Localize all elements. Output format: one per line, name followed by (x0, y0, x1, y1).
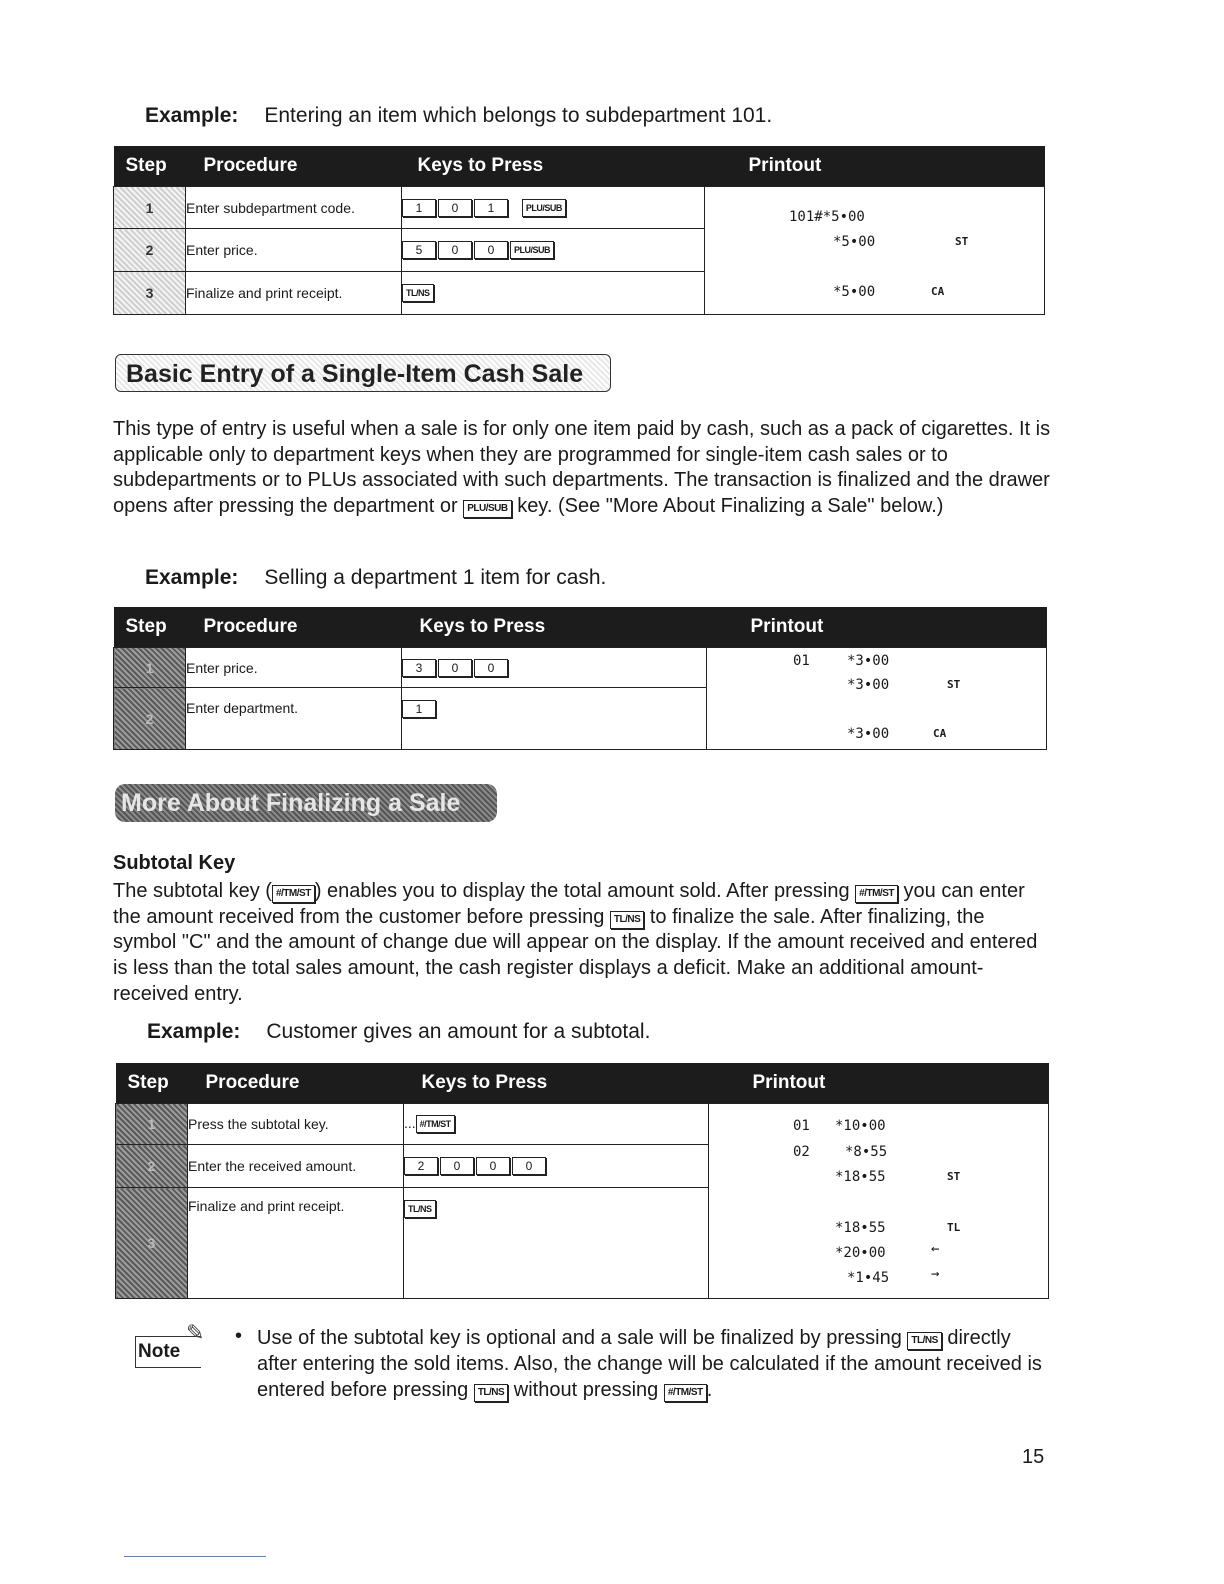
key-tl-ns: TL/NS (907, 1332, 941, 1350)
paragraph-text: to finalize the sale. After finalizing, the symbol "C" and the amount of change due will appear on the display. If the amount received and entered is less than the total sales amount, the cash register displays a deficit. Make an additional amount-received entry. (113, 905, 1038, 1005)
paragraph-text: you can enter the amount received from the customer before pressing (113, 880, 1025, 928)
paragraph-text: ) enables you to display the total amount sold. After pressing (314, 880, 850, 902)
steps-table-2 (113, 607, 1047, 750)
printout-symbol: ST (947, 678, 961, 691)
paragraph-text: This type of entry is useful when a sale is for only one item paid by cash, such as a pack of cigarettes. It is applicable only to department keys when they are programmed for single-item cash sales or to subdepartments or to PLUs associated with such departments. The transaction is finalized and the drawer opens after pressing the department or (113, 418, 1051, 518)
procedure-text: Enter price. (186, 648, 402, 688)
example-label: Example: (147, 1020, 241, 1043)
key-digit: 5 (402, 241, 436, 259)
keys-cell (402, 272, 705, 315)
header-printout: Printout (707, 607, 1047, 648)
key-plu-sub: PLU/SUB (510, 241, 554, 259)
step-number: 3 (116, 1188, 188, 1299)
header-keys: Keys to Press (402, 146, 705, 187)
printout-symbol: CA (931, 285, 945, 298)
page-number: 15 (1022, 1446, 1045, 1468)
paragraph-text: The subtotal key ( (113, 880, 272, 902)
printout-line: 02 (793, 1144, 810, 1160)
steps-table-1 (113, 146, 1045, 315)
key-digit: 0 (512, 1157, 546, 1175)
arrow-right-icon: → (931, 1266, 940, 1282)
procedure-text: Finalize and print receipt. (186, 272, 402, 315)
procedure-text: Enter the received amount. (188, 1145, 404, 1188)
section-title-single-item: Basic Entry of a Single-Item Cash Sale (115, 354, 611, 392)
printout-cell (709, 1104, 1049, 1299)
key-tl-ns: TL/NS (610, 911, 644, 929)
printout-line: *1•45 (847, 1270, 890, 1286)
printout-line: *5•00 (833, 234, 876, 250)
note-text (257, 1325, 1047, 1403)
procedure-text: Press the subtotal key. (188, 1104, 404, 1145)
header-keys: Keys to Press (404, 1063, 709, 1104)
key-subtotal: #/TM/ST (664, 1384, 707, 1402)
header-printout: Printout (705, 146, 1045, 187)
keys-cell (402, 688, 707, 750)
key-tl-ns: TL/NS (404, 1200, 436, 1218)
keys-cell (404, 1145, 709, 1188)
step-number: 2 (114, 229, 186, 272)
step-number: 3 (114, 272, 186, 315)
printout-line: 101#*5•00 (789, 209, 865, 225)
procedure-text: Enter department. (186, 688, 402, 750)
key-digit: 0 (438, 241, 472, 259)
printout-line: *10•00 (835, 1118, 886, 1134)
header-step: Step (114, 146, 186, 187)
arrow-left-icon: ← (931, 1241, 940, 1257)
header-step: Step (114, 607, 186, 648)
header-printout: Printout (709, 1063, 1049, 1104)
example-text: Customer gives an amount for a subtotal. (266, 1020, 651, 1043)
example-1 (145, 104, 772, 128)
key-digit: 2 (404, 1157, 438, 1175)
printout-line: *5•00 (833, 284, 876, 300)
step-number: 2 (116, 1145, 188, 1188)
keys-cell (404, 1188, 709, 1299)
pencil-icon: ✎ (186, 1320, 205, 1345)
header-procedure: Procedure (188, 1063, 404, 1104)
note-line: without pressing (513, 1379, 659, 1401)
keys-cell (404, 1104, 709, 1145)
printout-cell (705, 187, 1045, 315)
key-digit: 0 (474, 241, 508, 259)
key-tl-ns: TL/NS (402, 284, 434, 302)
keys-cell (402, 229, 705, 272)
keys-cell (402, 187, 705, 229)
note-line: Use of the subtotal key is optional and a sale will be finalized by pressing (257, 1327, 902, 1349)
key-digit: 1 (402, 700, 436, 718)
procedure-text: Enter subdepartment code. (186, 187, 402, 229)
key-tl-ns: TL/NS (474, 1384, 508, 1402)
printout-line: *18•55 (835, 1169, 886, 1185)
printout-line: *3•00 (847, 726, 890, 742)
key-digit: 3 (402, 659, 436, 677)
bullet-icon: • (235, 1325, 243, 1347)
example-text: Selling a department 1 item for cash. (264, 566, 607, 589)
printout-symbol: ST (947, 1170, 961, 1183)
key-subtotal: #/TM/ST (416, 1115, 455, 1133)
footer-rule (124, 1556, 266, 1557)
key-plu-sub: PLU/SUB (522, 199, 566, 217)
printout-line: 01 (793, 653, 810, 669)
key-digit: 0 (440, 1157, 474, 1175)
step-number: 1 (114, 648, 186, 688)
step-number: 1 (114, 187, 186, 229)
key-digit: 0 (476, 1157, 510, 1175)
key-digit: 0 (438, 659, 472, 677)
key-digit: 1 (474, 199, 508, 217)
subtotal-heading: Subtotal Key (113, 852, 236, 874)
example-text: Entering an item which belongs to subdepartment 101. (264, 104, 773, 127)
key-digit: 0 (438, 199, 472, 217)
key-prefix: ... (404, 1114, 416, 1131)
key-subtotal: #/TM/ST (855, 885, 898, 903)
printout-line: *20•00 (835, 1245, 886, 1261)
example-3 (147, 1020, 650, 1044)
section-1-paragraph (113, 417, 1073, 520)
procedure-text: Finalize and print receipt. (188, 1188, 404, 1299)
procedure-text: Enter price. (186, 229, 402, 272)
example-label: Example: (145, 104, 239, 127)
printout-cell (707, 648, 1047, 750)
steps-table-3 (115, 1063, 1049, 1299)
printout-line: 01 (793, 1118, 810, 1134)
paragraph-text: key. (See "More About Finalizing a Sale" below.) (517, 495, 944, 518)
printout-symbol: TL (947, 1221, 961, 1234)
example-label: Example: (145, 566, 239, 589)
printout-line: *3•00 (847, 677, 890, 693)
printout-line: *8•55 (845, 1144, 888, 1160)
step-number: 2 (114, 688, 186, 750)
key-digit: 0 (474, 659, 508, 677)
step-number: 1 (116, 1104, 188, 1145)
printout-symbol: CA (933, 727, 947, 740)
header-procedure: Procedure (186, 146, 402, 187)
note-line: . (706, 1379, 713, 1401)
note-label: Note (135, 1336, 201, 1368)
keys-cell (402, 648, 707, 688)
printout-line: *3•00 (847, 653, 890, 669)
example-2 (145, 566, 606, 590)
subtotal-paragraph (113, 879, 1053, 1008)
printout-line: *18•55 (835, 1220, 886, 1236)
header-step: Step (116, 1063, 188, 1104)
note-line: directly after entering the sold items. Also, the change will be calculated if the amount received is entered before pressing (257, 1327, 1042, 1401)
header-keys: Keys to Press (402, 607, 707, 648)
section-title-finalizing: More About Finalizing a Sale (115, 784, 497, 822)
printout-symbol: ST (955, 235, 969, 248)
key-digit: 1 (402, 199, 436, 217)
key-plu-sub: PLU/SUB (463, 500, 511, 518)
header-procedure: Procedure (186, 607, 402, 648)
key-subtotal: #/TM/ST (272, 885, 315, 903)
